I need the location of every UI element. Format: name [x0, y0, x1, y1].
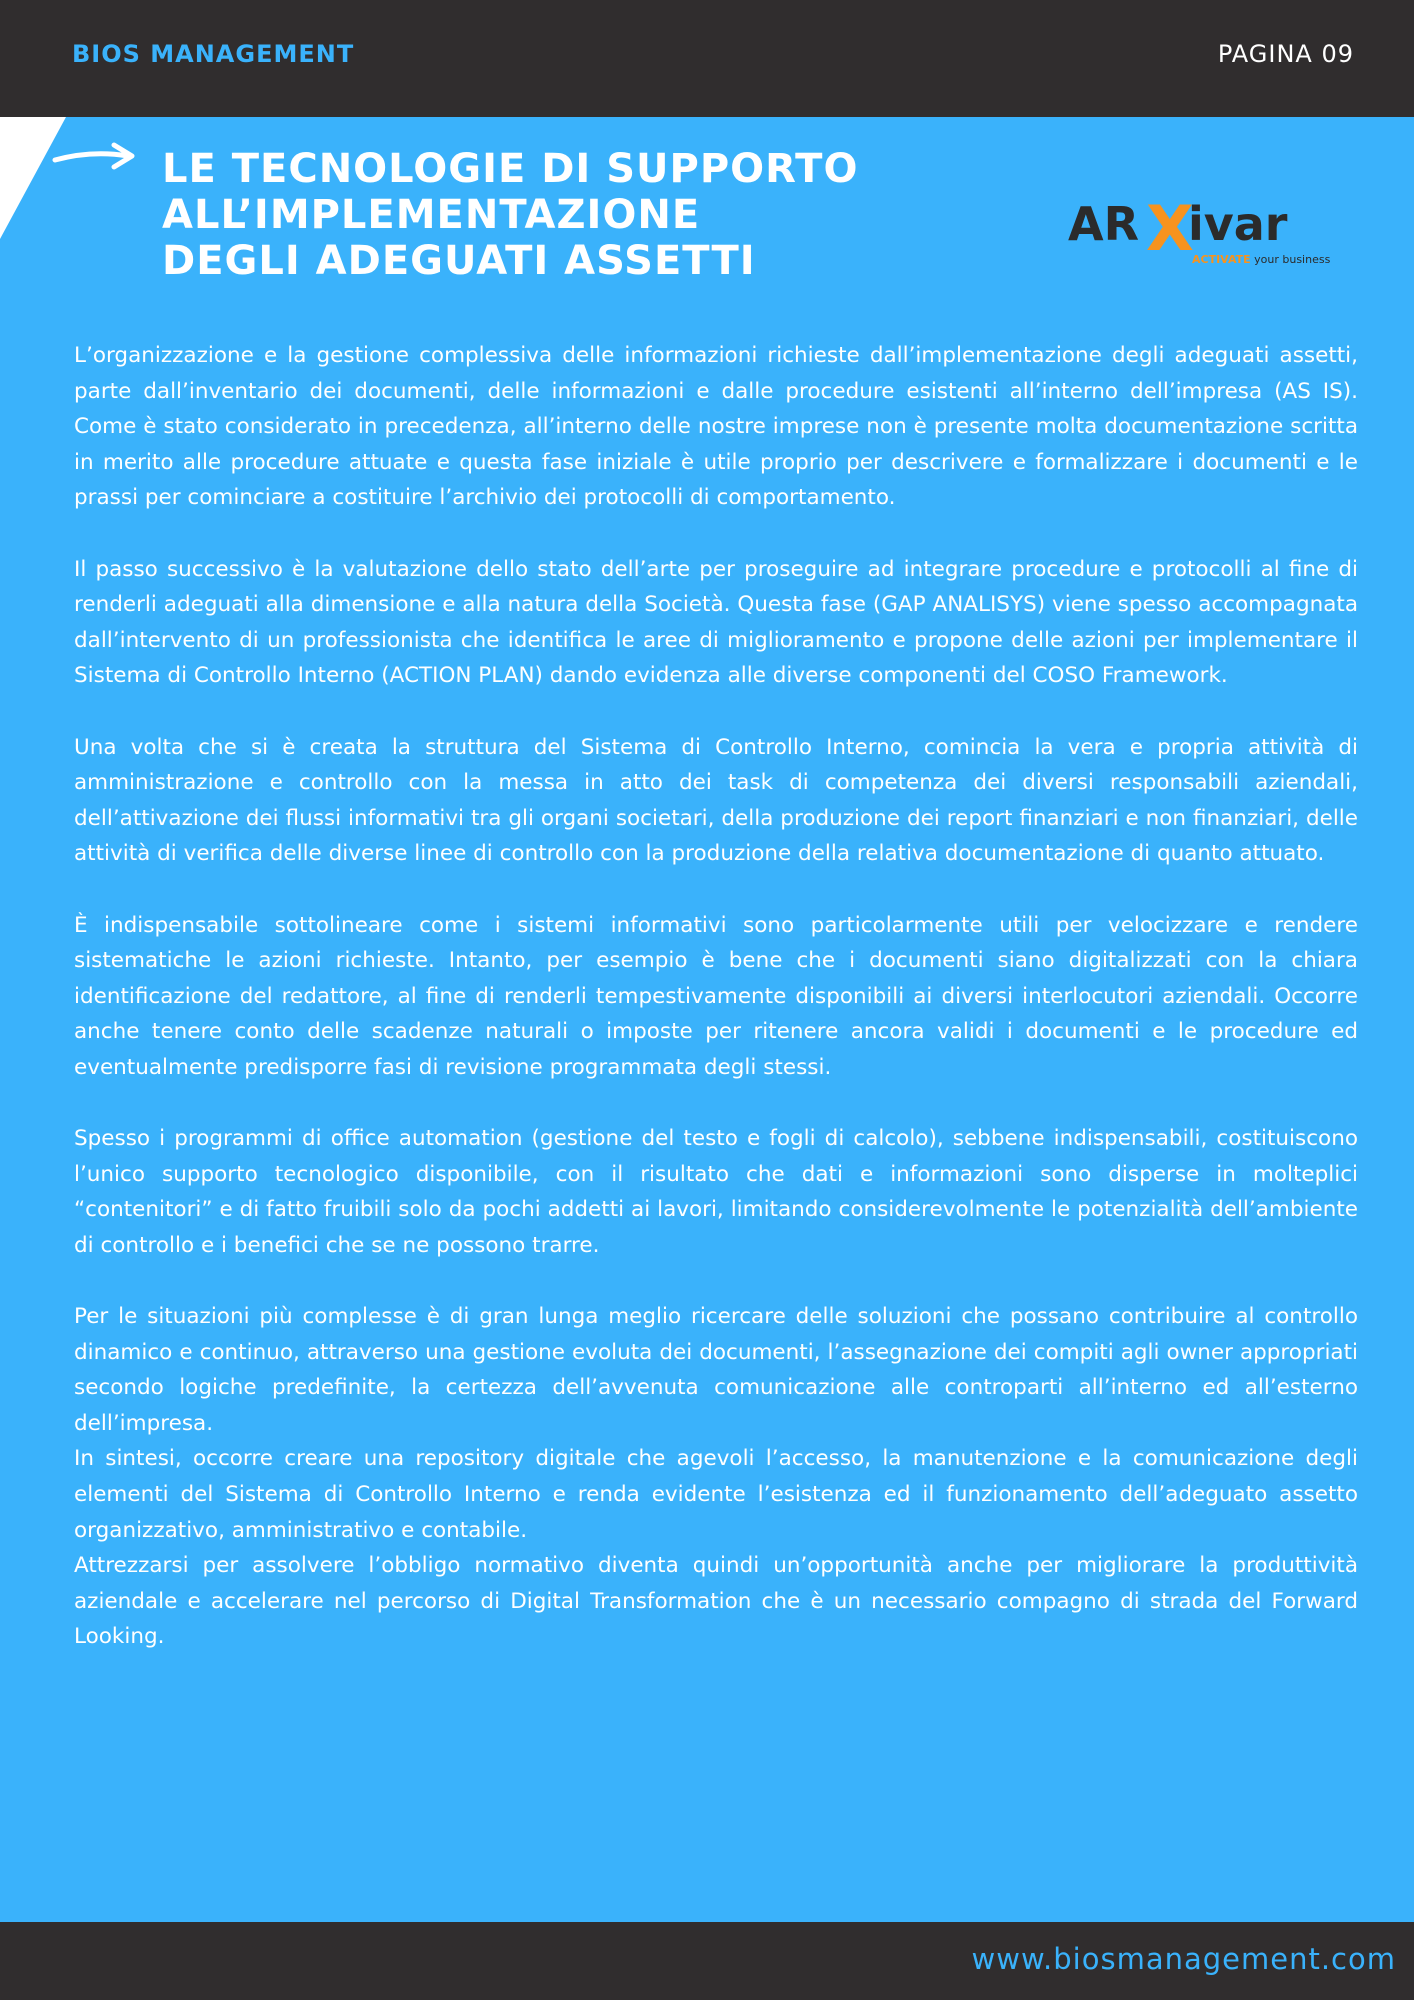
brand-name: BIOS MANAGEMENT	[72, 40, 355, 68]
corner-triangle-decoration	[0, 117, 70, 242]
paragraph-6: Per le situazioni più complesse è di gran lunga meglio ricercare delle soluzioni che possano contribuire al controllo dinamico e continuo, attraverso una gestione evoluta dei documenti, l’assegnazione dei compiti agli owner appropriati secondo logiche predefinite, la certezza dell’avvenuta comunicazione alle controparti all’interno ed all’esterno dell’impresa.	[74, 1304, 1358, 1436]
title-line-3: DEGLI ADEGUATI ASSETTI	[162, 238, 756, 284]
logo-ivar: ivar	[1188, 198, 1288, 251]
svg-text:ACTIVATE your business	[1192, 253, 1331, 266]
header-bar	[0, 0, 1414, 117]
article-body	[74, 338, 1358, 1655]
website-link[interactable]: www.biosmanagement.com	[971, 1942, 1396, 1976]
arxivar-logo	[1068, 198, 1348, 288]
paragraph-5: Spesso i programmi di office automation (gestione del testo e fogli di calcolo), sebbene indispensabili, costituiscono l’unico supporto tecnologico disponibile, con il risultato che dati e informazioni sono disperse in molteplici “contenitori” e di fatto fruibili solo da pochi addetti ai lavori, limitando considerevolmente le potenzialità dell’ambiente di controllo e i benefici che se ne possono trarre.	[74, 1126, 1358, 1258]
title-line-1: LE TECNOLOGIE DI SUPPORTO	[162, 146, 859, 192]
paragraph-1: L’organizzazione e la gestione complessiva delle informazioni richieste dall’implementazione degli adeguati assetti, parte dall’inventario dei documenti, delle informazioni e dalle procedure esistenti all’interno dell’impresa (AS IS). Come è stato considerato in precedenza, all’interno delle nostre imprese non è presente molta documentazione scritta in merito alle procedure attuate e questa fase iniziale è utile proprio per descrivere e formalizzare i documenti e le prassi per cominciare a costituire l’archivio dei protocolli di comportamento.	[74, 343, 1358, 511]
logo-tagline-accent: ACTIVATE	[1192, 253, 1251, 266]
title-line-2: ALL’IMPLEMENTAZIONE	[162, 192, 701, 238]
paragraph-2: Il passo successivo è la valutazione dello stato dell’arte per proseguire ad integrare procedure e protocolli al fine di renderli adeguati alla dimensione e alla natura della Società. Questa fase (GAP ANALISYS) viene spesso accompagnata dall’intervento di un professionista che identifica le aree di miglioramento e propone delle azioni per implementare il Sistema di Controllo Interno (ACTION PLAN) dando evidenza alle diverse componenti del COSO Framework.	[74, 556, 1358, 689]
paragraph-3: Una volta che si è creata la struttura del Sistema di Controllo Interno, comincia la vera e propria attività di amministrazione e controllo con la messa in atto dei task di competenza dei diversi responsabili aziendali, dell’attivazione dei flussi informativi tra gli organi societari, della produzione dei report finanziari e non finanziari, delle attività di verifica delle diverse linee di controllo con la produzione della relativa documentazione di quanto attuato.	[74, 734, 1358, 867]
paragraph-8: Attrezzarsi per assolvere l’obbligo normativo diventa quindi un’opportunità anche per migliorare la produttività aziendale e accelerare nel percorso di Digital Transformation che è un necessario compagno di strada del Forward Looking.	[74, 1553, 1358, 1650]
logo-x: X	[1146, 198, 1194, 265]
arrow-right-icon	[52, 140, 136, 172]
logo-tagline-rest: your business	[1250, 253, 1331, 266]
paragraph-7: In sintesi, occorre creare una repository digitale che agevoli l’accesso, la manutenzione e la comunicazione degli elementi del Sistema di Controllo Interno e renda evidente l’esistenza ed il funzionamento dell’adeguato assetto organizzativo, amministrativo e contabile.	[74, 1446, 1358, 1543]
paragraph-4: È indispensabile sottolineare come i sistemi informativi sono particolarmente utili per velocizzare e rendere sistematiche le azioni richieste. Intanto, per esempio è bene che i documenti siano digitalizzati con la chiara identificazione del redattore, al fine di renderli tempestivamente disponibili ai diversi interlocutori aziendali. Occorre anche tenere conto delle scadenze naturali o imposte per ritenere ancora validi i documenti e le procedure ed eventualmente predisporre fasi di revisione programmata degli stessi.	[74, 912, 1358, 1080]
footer-bar	[0, 1922, 1414, 2000]
page-number: PAGINA 09	[1217, 40, 1354, 68]
page-title	[162, 146, 982, 284]
logo-ar: AR	[1068, 198, 1140, 251]
